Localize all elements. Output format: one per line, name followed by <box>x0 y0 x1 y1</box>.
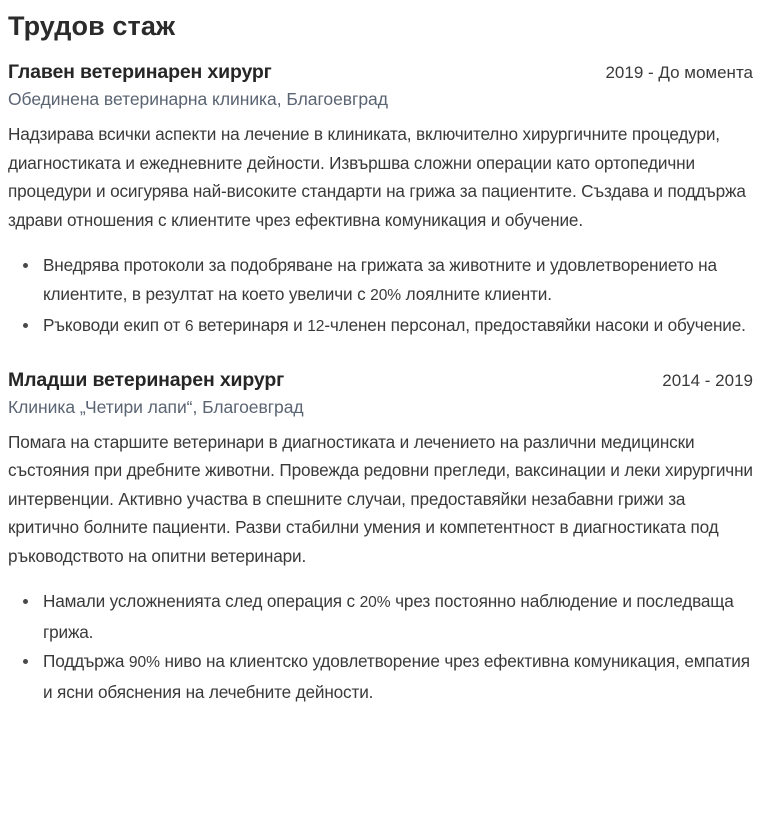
bullet-dot-icon <box>23 263 28 268</box>
job-title: Младши ветеринарен хирург <box>8 368 285 391</box>
list-item <box>8 587 753 646</box>
job-bullet-list <box>8 587 753 706</box>
job-entry <box>8 59 753 342</box>
job-title: Главен ветеринарен хирург <box>8 61 272 83</box>
job-entry <box>8 367 753 707</box>
job-header <box>8 367 753 394</box>
list-item <box>8 647 753 706</box>
bullet-dot-icon <box>23 659 28 664</box>
list-item-text: Внедрява протоколи за подобряване на грижата за животните и удовлетворението на клиентите, в резултат на което увеличи с 20% лоялните клиенти. <box>43 255 717 304</box>
job-organization: Обединена ветеринарна клиника, Благоевград <box>8 89 388 109</box>
list-item-text: Поддържа 90% ниво на клиентско удовлетворение чрез ефективна комуникация, емпатия и ясни обяснения на лечебните дейности. <box>43 651 750 702</box>
list-item-text: Ръководи екип от 6 ветеринаря и 12-членен персонал, предоставяйки насоки и обучение. <box>43 315 746 335</box>
job-header <box>8 59 753 86</box>
job-description: Надзирава всички аспекти на лечение в клиниката, включително хирургичните процедури, диагностиката и ежедневните дейности. Извършва сложни операции като ортопедични процедури и осигурява най-високите стандарти на грижа за пациентите. Създава и поддържа здрави отношения с клиентите чрез ефективна комуникация и обучение. <box>8 124 746 230</box>
list-item-text: Намали усложненията след операция с 20% чрез постоянно наблюдение и последваща грижа. <box>43 591 734 642</box>
page-title: Трудов стаж <box>8 11 176 41</box>
bullet-dot-icon <box>23 599 28 604</box>
bullet-dot-icon <box>23 323 28 328</box>
job-dates: 2014 - 2019 <box>662 370 753 390</box>
list-item <box>8 251 753 310</box>
job-description: Помага на старшите ветеринари в диагностиката и лечението на различни медицински състояния при дребните животни. Провежда редовни прегледи, ваксинации и леки хирургични интервенции. Активно участва в спешните случаи, предоставяйки незабавни грижи за критично болните пациенти. Разви стабилни умения и компетентност в диагностиката под ръководството на опитни ветеринари. <box>8 431 753 566</box>
job-bullet-list <box>8 251 753 342</box>
list-item <box>8 311 753 342</box>
job-dates: 2019 - До момента <box>605 63 753 82</box>
job-organization: Клиника „Четири лапи“, Благоевград <box>8 396 304 417</box>
